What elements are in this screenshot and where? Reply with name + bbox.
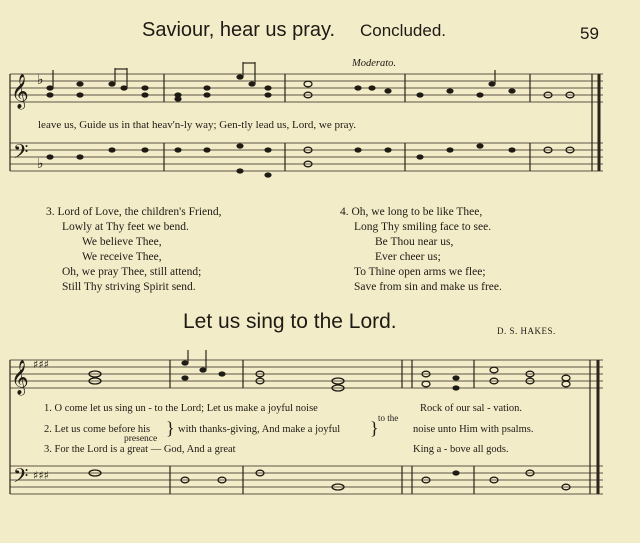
verse-line: Lowly at Thy feet we bend.	[62, 221, 189, 233]
hymn1-verse-3	[46, 205, 222, 295]
hymn2-title: Let us sing to the Lord.	[183, 310, 397, 333]
tempo-marking: Moderato.	[352, 58, 397, 69]
verse-line: 3. Lord of Love, the children's Friend,	[46, 206, 222, 218]
hymn2-verse-2b: noise unto Him with psalms.	[413, 424, 534, 435]
hymn2-verse-2-presence: presence	[124, 434, 158, 444]
hymn2-verse-3a: 3. For the Lord is a great — God, And a great	[44, 444, 236, 455]
flat-icon: ♭	[37, 156, 44, 172]
verse-line: Be Thou near us,	[375, 236, 454, 248]
sharp-icon: ♯♯♯	[33, 469, 49, 482]
running-title: Saviour, hear us pray.	[142, 19, 336, 41]
hymn2-verse-2a: 2. Let us come before his	[44, 424, 151, 435]
treble-clef-icon: 𝄞	[11, 74, 29, 109]
verse-line: To Thine open arms we flee;	[354, 266, 486, 278]
hymn1-treble-notes	[46, 62, 574, 102]
hymn2-verse-1a: 1. O come let us sing un - to the Lord; Let us make a joyful noise	[44, 403, 318, 414]
hymn1-verse-4	[340, 205, 502, 295]
flat-icon: ♭	[37, 72, 44, 88]
composer-credit: D. S. HAKES.	[497, 326, 556, 336]
treble-clef-icon: 𝄞	[11, 360, 29, 395]
page-number: 59	[580, 24, 599, 43]
hymn2-verse-1-to-the: to the	[378, 413, 399, 423]
verse-line: Still Thy striving Spirit send.	[62, 281, 196, 293]
verse-line: Save from sin and make us free.	[354, 281, 502, 293]
sharp-icon: ♯♯♯	[33, 358, 49, 371]
bass-clef-icon: 𝄢	[13, 464, 29, 492]
hymn2-verse-2a2: with thanks-giving, And make a joyful	[178, 424, 341, 435]
brace-icon: }	[370, 418, 379, 438]
hymn1-bass-notes	[46, 143, 574, 177]
hymn2-treble-notes	[89, 350, 570, 391]
verse-line: Oh, we pray Thee, still attend;	[62, 266, 202, 278]
hymn2-verse-3b: King a - bove all gods.	[413, 444, 509, 455]
verse-line: We receive Thee,	[82, 251, 162, 263]
running-title-suffix: Concluded.	[360, 21, 447, 40]
brace-icon: }	[166, 418, 175, 438]
verse-line: 4. Oh, we long to be like Thee,	[340, 206, 483, 218]
bass-clef-icon: 𝄢	[13, 140, 29, 168]
verse-line: Ever cheer us;	[375, 251, 441, 263]
hymn2-verse-1b: Rock of our sal - vation.	[420, 403, 523, 414]
hymn1-lyric-line: leave us, Guide us in that heav'n-ly way; Gen-tly lead us, Lord, we pray.	[38, 119, 357, 131]
verse-line: Long Thy smiling face to see.	[354, 221, 492, 233]
verse-line: We believe Thee,	[82, 236, 162, 248]
